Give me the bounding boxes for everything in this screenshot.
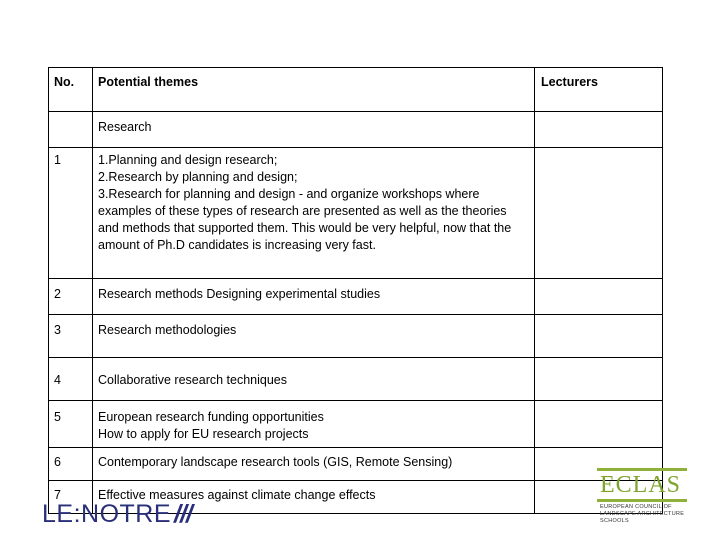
eclas-top-bar (597, 468, 687, 471)
row-theme (93, 148, 535, 279)
row-number: 5 (49, 401, 93, 448)
row-number: 2 (49, 279, 93, 315)
section-lecturers-cell (535, 112, 663, 148)
row-theme (93, 401, 535, 448)
header-themes: Potential themes (93, 68, 535, 112)
eclas-subtitle-line: SCHOOLS (600, 518, 629, 524)
section-label: Research (93, 112, 535, 148)
row-lecturers (535, 401, 663, 448)
row-number: 3 (49, 315, 93, 358)
row-theme (93, 448, 535, 481)
row-lecturers (535, 315, 663, 358)
theme-line: 2.Research by planning and design; (98, 170, 298, 184)
theme-line: Research methods Designing experimental studies (98, 287, 381, 301)
table-row (49, 148, 663, 279)
row-number: 7 (49, 481, 93, 514)
eclas-subtitle-line: EUROPEAN COUNCIL OF (600, 504, 672, 510)
eclas-divider (597, 499, 687, 502)
themes-table (48, 67, 663, 514)
theme-line: Contemporary landscape research tools (GIS, Remote Sensing) (98, 455, 453, 469)
header-no: No. (49, 68, 93, 112)
row-theme (93, 279, 535, 315)
lenotre-logo (42, 500, 192, 528)
lenotre-logo-slashes: /// (174, 499, 192, 528)
theme-line: 1.Planning and design research; (98, 153, 278, 167)
theme-line: Effective measures against climate change effects (98, 488, 376, 502)
theme-line: Research methodologies (98, 323, 237, 337)
row-number: 6 (49, 448, 93, 481)
section-row (49, 112, 663, 148)
header-lecturers: Lecturers (535, 68, 663, 112)
row-lecturers (535, 358, 663, 401)
row-lecturers (535, 148, 663, 279)
theme-line: Collaborative research techniques (98, 373, 287, 387)
row-number: 1 (49, 148, 93, 279)
theme-line: European research funding opportunities (98, 410, 324, 424)
row-theme (93, 358, 535, 401)
table-row (49, 279, 663, 315)
table-row (49, 358, 663, 401)
table-row (49, 315, 663, 358)
row-number: 4 (49, 358, 93, 401)
eclas-logo-name: ECLAS (600, 472, 682, 498)
row-theme (93, 315, 535, 358)
row-lecturers (535, 279, 663, 315)
lenotre-logo-text: LE:NOTRE (42, 499, 172, 528)
theme-line: 3.Research for planning and design - and organize workshops where examples of these types of research are presented as well as the theories and methods that supported them. This would be very helpful, now that the amount of Ph.D candidates is increasing very fast. (98, 187, 512, 252)
table-row (49, 401, 663, 448)
eclas-subtitle-line: LANDSCAPE ARCHITECTURE (600, 511, 685, 517)
header-row (49, 68, 663, 112)
table-row (49, 448, 663, 481)
eclas-logo (597, 468, 687, 525)
section-no-cell (49, 112, 93, 148)
theme-line: How to apply for EU research projects (98, 427, 309, 441)
